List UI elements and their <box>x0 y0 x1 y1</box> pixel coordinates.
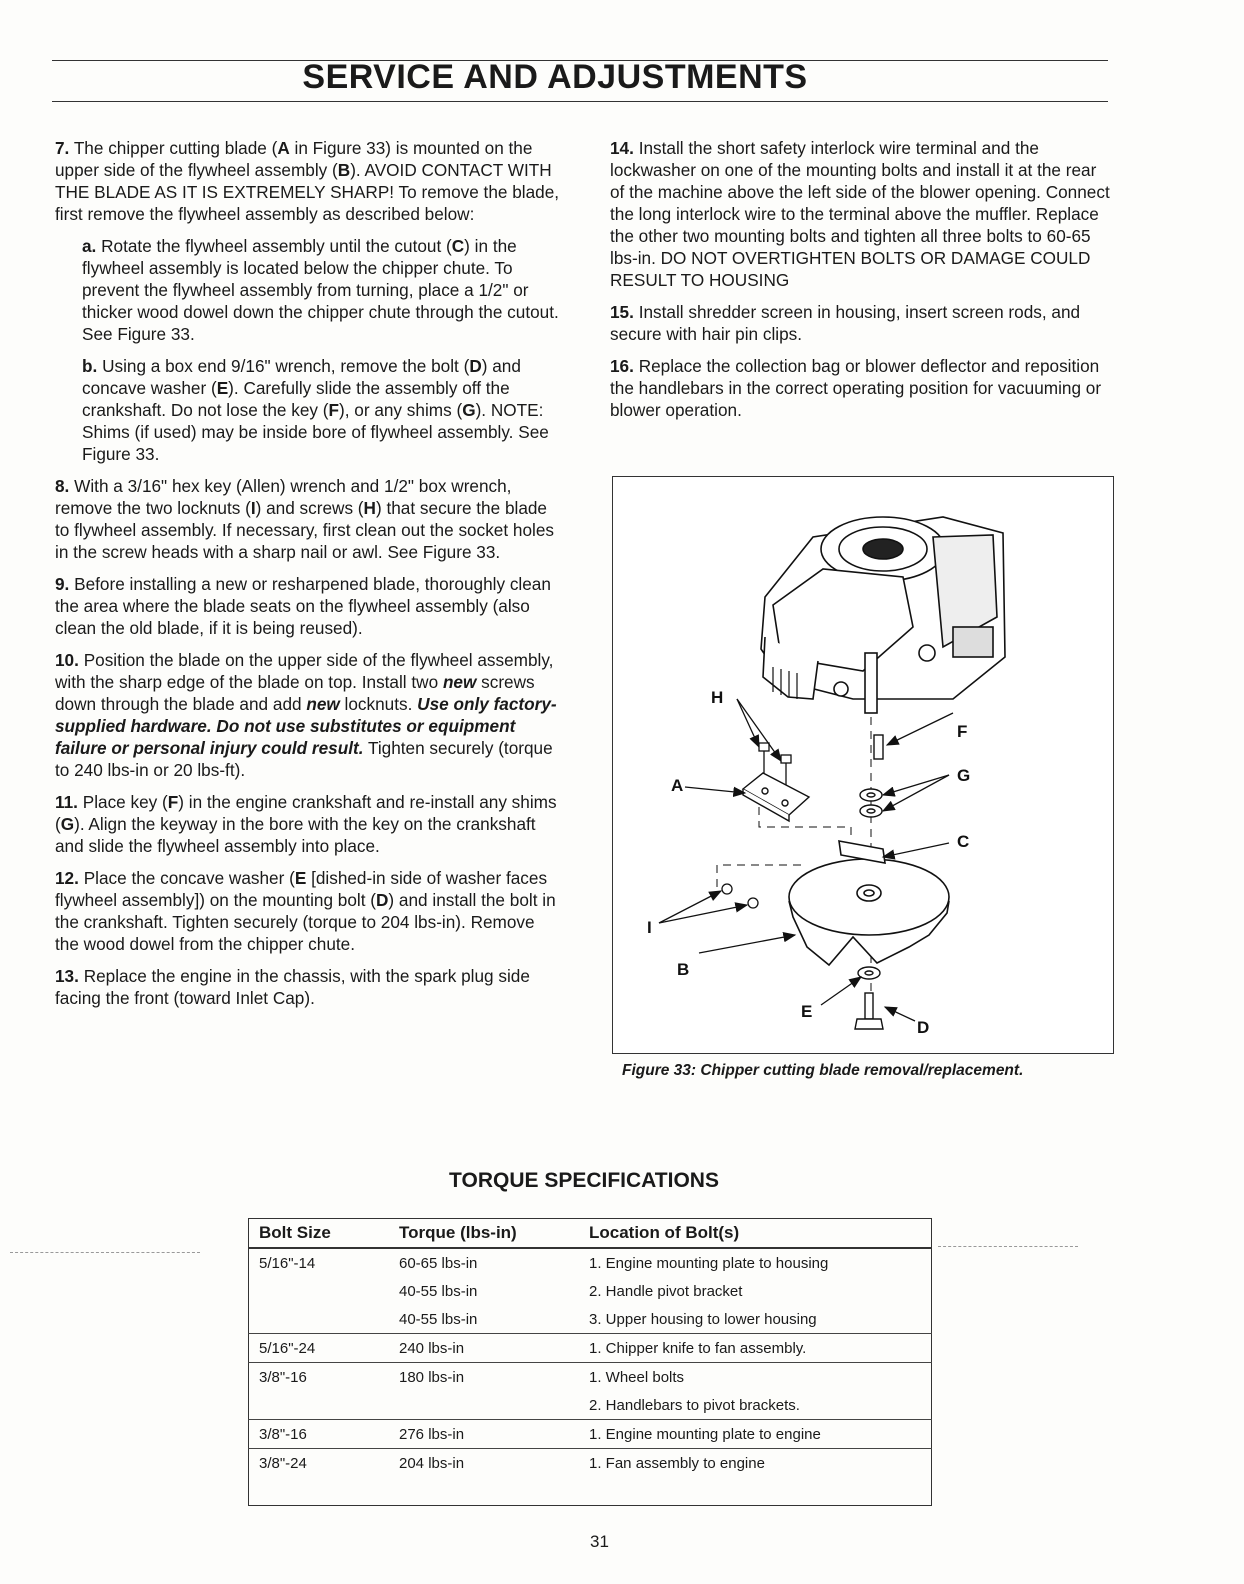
margin-dash-right <box>938 1246 1078 1247</box>
table-row: 2. Handlebars to pivot brackets. <box>589 1396 800 1414</box>
step-12: 12. Place the concave washer (E [dished-in side of washer faces flywheel assembly]) on the mounting bolt (D) and install the bolt in the crankshaft. Tighten securely (torque to 204 lbs-in). Remove the wood dowel from the chipper chute. <box>55 868 556 954</box>
flywheel-b-part <box>789 841 949 965</box>
table-row: 40-55 lbs-in 2. Handle pivot bracket <box>399 1282 743 1300</box>
torque-title: TORQUE SPECIFICATIONS <box>449 1169 719 1192</box>
col-bolt-size: Bolt Size <box>249 1219 390 1249</box>
label-c: C <box>957 832 970 851</box>
step-7: 7. The chipper cutting blade (A in Figure 33) is mounted on the upper side of the flywheel assembly (B). AVOID CONTACT WITH THE BLADE AS IT IS EXTREMELY SHARP! To remove the blade, first remove the flywheel assembly as described below: <box>55 138 560 224</box>
figure-caption: Figure 33: Chipper cutting blade removal/replacement. <box>622 1062 1024 1079</box>
step-16: 16. Replace the collection bag or blower deflector and reposition the handlebars in the correct operating position for vacuuming or blower operation. <box>610 356 1102 420</box>
figure-33 <box>612 476 1114 1054</box>
table-row-spacer <box>249 1477 932 1506</box>
step-10: 10. Position the blade on the upper side of the flywheel assembly, with the sharp edge of the blade on top. Install two new screws down through the blade and add new locknuts. Use only factory-supplied hardware. Do not use substitutes or equipment failure or personal injury could result. Tighten securely (torque to 240 lbs-in or 20 lbs-ft). <box>55 650 557 780</box>
locknuts-i-part <box>722 884 758 908</box>
page-number: 31 <box>590 1532 609 1551</box>
margin-dash-left <box>10 1252 200 1253</box>
label-d: D <box>917 1018 930 1037</box>
page-title: SERVICE AND ADJUSTMENTS <box>302 58 808 96</box>
step-7a: a. Rotate the flywheel assembly until the cutout (C) in the flywheel assembly is located below the chipper chute. To prevent the flywheel assembly from turning, place a 1/2" or thicker wood dowel down the chipper chute through the cutout. See Figure 33. <box>82 236 559 344</box>
table-row: 3/8"-16 180 lbs-in 1. Wheel bolts <box>249 1363 932 1392</box>
torque-header-row <box>249 1219 932 1249</box>
col-location: Location of Bolt(s) <box>579 1219 932 1249</box>
table-row: 40-55 lbs-in 3. Upper housing to lower housing <box>399 1310 817 1328</box>
table-row: 5/16"-24 240 lbs-in 1. Chipper knife to fan assembly. <box>249 1334 932 1363</box>
step-9: 9. Before installing a new or resharpened blade, thoroughly clean the area where the blade seats on the flywheel assembly (also clean the old blade, if it is being reused). <box>55 574 551 638</box>
header-rule-bottom <box>52 101 1108 102</box>
exploded-diagram <box>613 477 1113 1053</box>
label-g: G <box>957 766 971 785</box>
torque-table <box>248 1218 932 1506</box>
blade-a-part <box>743 773 809 821</box>
left-column <box>55 137 560 1019</box>
warning-text: Use only factory-supplied hardware. Do not use substitutes or equipment failure or personal injury could result. <box>55 694 557 758</box>
washer-e-bolt-d-part <box>855 967 883 1029</box>
engine-illustration <box>761 517 1005 713</box>
table-row: 3/8"-24 204 lbs-in 1. Fan assembly to engine <box>249 1449 932 1478</box>
label-a: A <box>671 776 684 795</box>
label-h: H <box>711 688 724 707</box>
step-15: 15. Install shredder screen in housing, insert screen rods, and secure with hair pin clips. <box>610 302 1081 344</box>
table-row: 3/8"-16 276 lbs-in 1. Engine mounting plate to engine <box>249 1420 932 1449</box>
label-e: E <box>801 1002 813 1021</box>
right-column <box>610 137 1110 431</box>
step-8: 8. With a 3/16" hex key (Allen) wrench and 1/2" box wrench, remove the two locknuts (I) and screws (H) that secure the blade to flywheel assembly. If necessary, first clean out the socket holes in the screw heads with a sharp nail or awl. See Figure 33. <box>55 476 554 562</box>
step-11: 11. Place key (F) in the engine crankshaft and re-install any shims (G). Align the keyway in the bore with the key on the crankshaft and slide the flywheel assembly into place. <box>55 792 557 856</box>
step-7b: b. Using a box end 9/16" wrench, remove the bolt (D) and concave washer (E). Carefully slide the assembly off the crankshaft. Do not lose the key (F), or any shims (G). NOTE: Shims (if used) may be inside bore of flywheel assembly. See Figure 33. <box>82 356 549 464</box>
label-f: F <box>957 722 968 741</box>
step-14: 14. Install the short safety interlock wire terminal and the lockwasher on one of the mounting bolts and install it at the rear of the machine above the left side of the blower opening. Connect the long interlock wire to the terminal above the muffler. Replace the other two mounting bolts and tighten all three bolts to 60-65 lbs-in. DO NOT OVERTIGHTEN BOLTS OR DAMAGE COULD RESULT TO HOUSING <box>610 138 1110 290</box>
key-f-part <box>874 735 883 759</box>
label-i: I <box>647 918 652 937</box>
table-row: 5/16"-14 60-65 lbs-in 1. Engine mounting plate to housing <box>249 1248 932 1277</box>
label-b: B <box>677 960 690 979</box>
step-13: 13. Replace the engine in the chassis, with the spark plug side facing the front (toward Inlet Cap). <box>55 966 530 1008</box>
col-torque: Torque (lbs-in) <box>389 1219 579 1249</box>
